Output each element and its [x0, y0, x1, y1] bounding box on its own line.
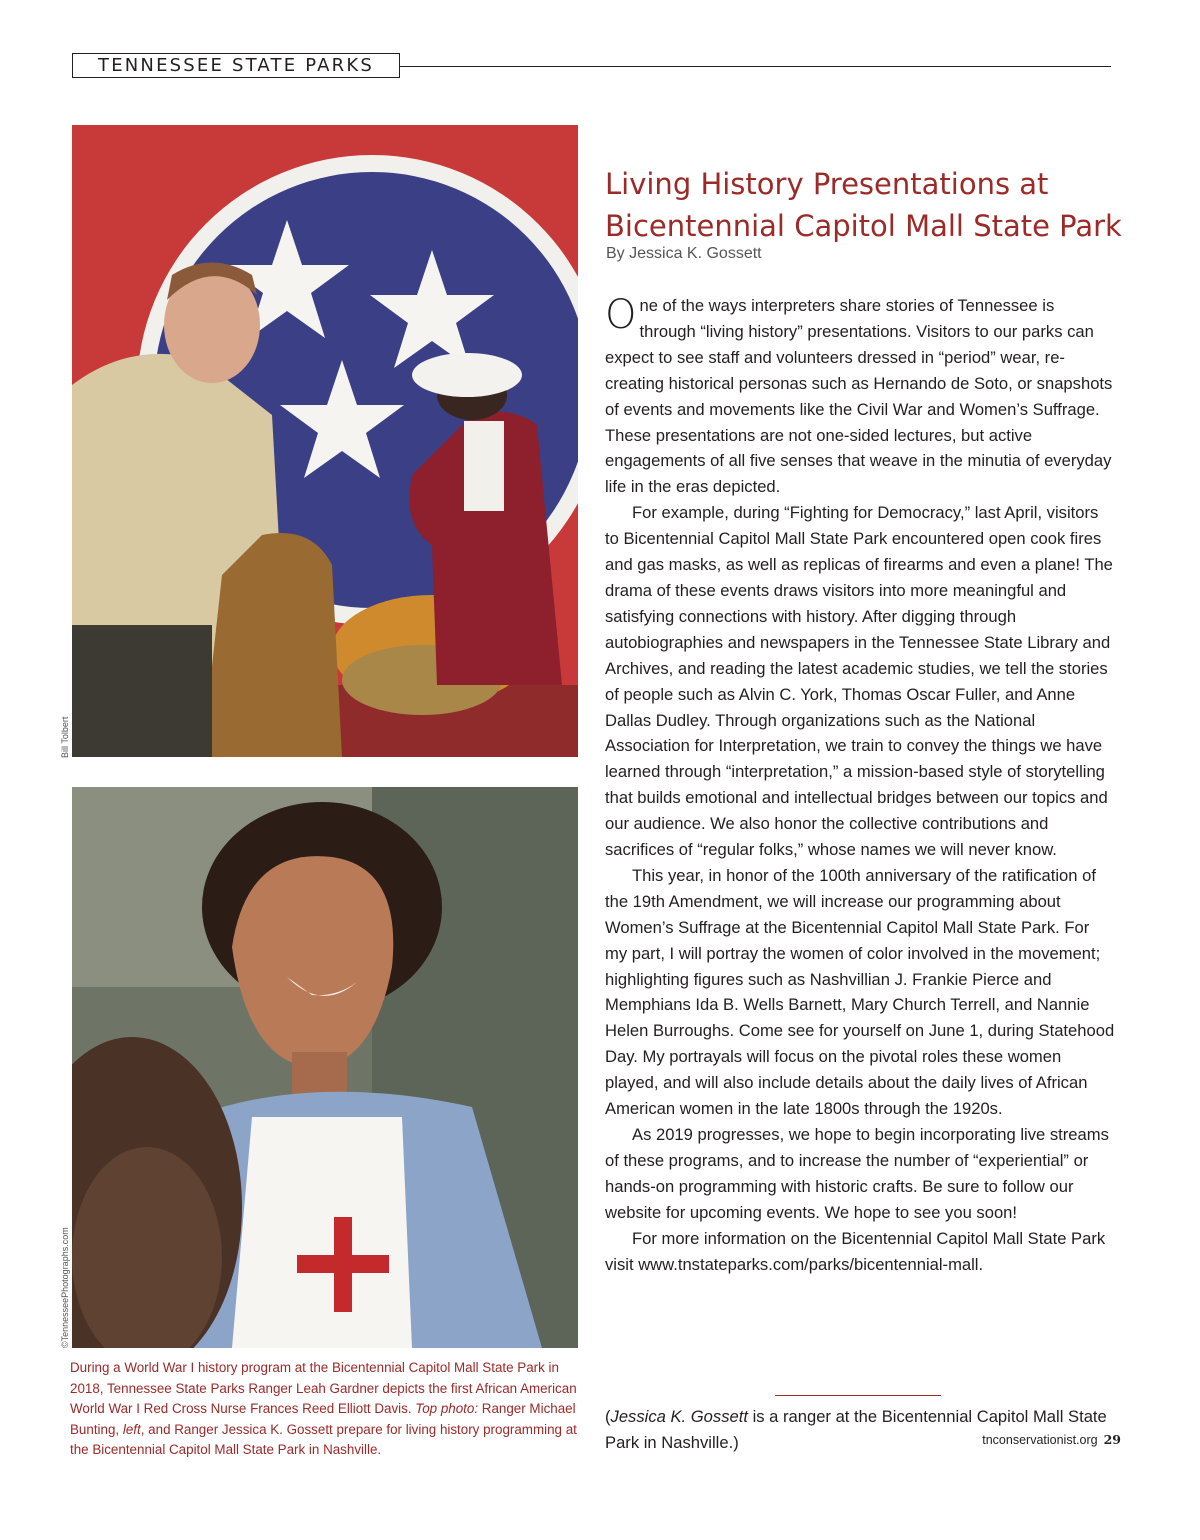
bottom-photo-credit: ©TennesseePhotographs.com	[60, 1227, 70, 1348]
article-title: Living History Presentations at Bicentennial Capitol Mall State Park	[605, 167, 1122, 243]
top-photo-credit: Bill Tolbert	[60, 716, 70, 758]
article-paragraph-1	[605, 293, 1115, 500]
article-paragraph-4: As 2019 progresses, we hope to begin incorporating live streams of these programs, and to increase the number of “experiential” or hands-on programming with historic crafts. Be sure to follow our website for upcoming events. We hope to see you soon!	[605, 1125, 1109, 1222]
bio-open-paren: (	[605, 1407, 611, 1426]
caption-top-photo-label: Top photo:	[415, 1401, 479, 1417]
header-rule	[400, 66, 1111, 67]
bio-divider	[775, 1395, 941, 1396]
paragraph-1-text: ne of the ways interpreters share stories of Tennessee is through “living history” presentations. Visitors to our parks can expect to see staff and volunteers dressed in “period” wear, re-creating historical personas such as Hernando de Soto, or snapshots of events and movements like the Civil War and Women’s Suffrage. These presentations are not one-sided lectures, but active engagements of all five senses that weave in the minutia of everyday life in the eras depicted.	[605, 296, 1113, 497]
footer-site: tnconservationist.org	[982, 1433, 1098, 1447]
article-paragraph-5: For more information on the Bicentennial Capitol Mall State Park visit www.tnstateparks.com/parks/bicentennial-mall.	[605, 1228, 1106, 1274]
top-photo	[72, 125, 578, 757]
bio-text: is a ranger at the Bicentennial Capitol Mall State Park in Nashville.)	[605, 1407, 1107, 1452]
caption-left-label: left	[122, 1421, 141, 1437]
page-number: 29	[1103, 1432, 1121, 1447]
article-paragraph-2: For example, during “Fighting for Democracy,” last April, visitors to Bicentennial Capitol Mall State Park encountered open cook fires and gas masks, as well as replicas of firearms and even a plane! The drama of these events draws visitors into more meaningful and satisfying connections with history. After digging through autobiographies and newspapers in the Tennessee State Library and Archives, and reading the latest academic studies, we tell the stories of people such as Alvin C. York, Thomas Oscar Fuller, and Anne Dallas Dudley. Through organizations such as the National Association for Interpretation, we train to convey the things we have learned through “interpretation,” a mission-based style of storytelling that builds emotional and intellectual bridges between our topics and our audience. We also honor the collective contributions and sacrifices of “regular folks,” whose names we will never know.	[605, 503, 1113, 860]
caption-part1: During a World War I history program at the Bicentennial Capitol Mall State Park in 2018, Tennessee State Parks Ranger Leah Gardner depicts the first African American World War I Red Cross Nurse Frances Reed Elliott Davis.	[70, 1360, 577, 1417]
caption-part2: Ranger Michael Bunting,	[70, 1401, 576, 1437]
top-photo-illustration	[72, 125, 578, 757]
section-label: TENNESSEE STATE PARKS	[72, 53, 400, 78]
article-paragraph-3: This year, in honor of the 100th anniversary of the ratification of the 19th Amendment, we will increase our programming about Women’s Suffrage at the Bicentennial Capitol Mall State Park. For my part, I will portray the women of color involved in the movement; highlighting figures such as Nashvillian J. Frankie Pierce and Memphians Ida B. Wells Barnett, Mary Church Terrell, and Nannie Helen Burroughs. Come see for yourself on June 1, during Statehood Day. My portrayals will focus on the pivotal roles these women played, and will also include details about the daily lives of African American women in the late 1800s through the 1920s.	[605, 865, 1115, 1119]
article-byline: By Jessica K. Gossett	[606, 245, 762, 262]
bottom-photo	[72, 787, 578, 1348]
page-footer	[982, 1432, 1121, 1447]
drop-cap: O	[605, 292, 637, 338]
article-body	[605, 293, 1115, 1277]
photo-caption	[70, 1358, 582, 1461]
caption-part3: , and Ranger Jessica K. Gossett prepare for living history programming at the Bicentennial Capitol Mall State Park in Nashville.	[70, 1421, 577, 1458]
bio-author-name: Jessica K. Gossett	[610, 1407, 748, 1426]
bottom-photo-illustration	[72, 787, 578, 1348]
